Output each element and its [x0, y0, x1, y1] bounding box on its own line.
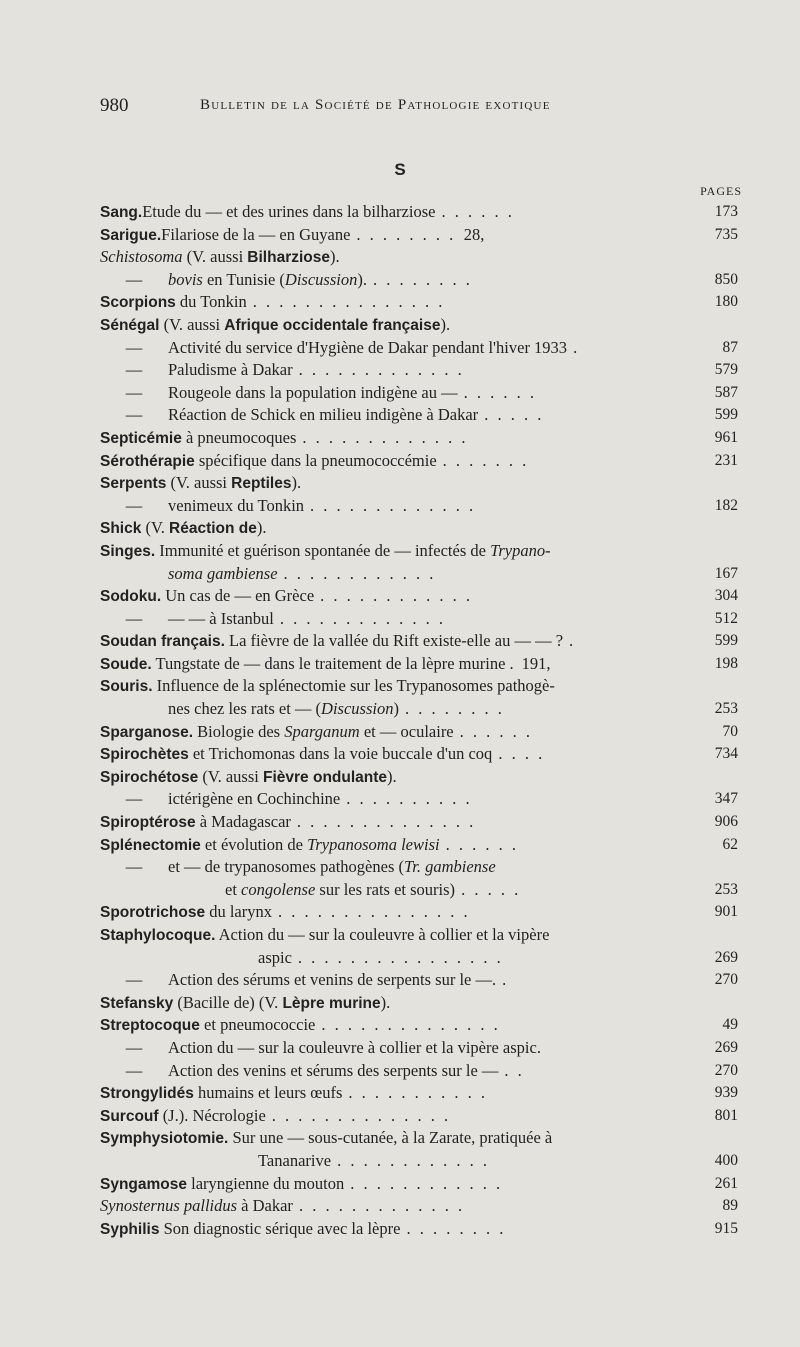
entry-description: Paludisme à Dakar: [168, 360, 293, 380]
entry-description: et Trichomonas dans la voie buccale d'un coq: [188, 744, 493, 764]
index-entry: [100, 427, 743, 450]
index-entry: [100, 450, 743, 473]
entry-italic-term: Tr. gambiense: [403, 857, 496, 877]
entry-cross-reference: Réaction de: [169, 520, 257, 538]
entry-keyword: Staphylocoque.: [100, 927, 216, 944]
ditto-dash: —: [125, 360, 143, 380]
entry-text: [100, 766, 397, 790]
index-entry: [100, 1060, 743, 1083]
entry-page-number: 579: [714, 361, 738, 379]
entry-description: à Dakar: [237, 1196, 293, 1216]
entry-page-number: 253: [714, 700, 738, 718]
ditto-dash: —: [125, 789, 143, 809]
entry-page-number: 901: [714, 903, 738, 921]
entry-text: [100, 359, 464, 382]
entry-cross-reference: Fièvre ondulante: [263, 768, 388, 786]
entry-keyword: Splénectomie: [100, 836, 201, 854]
entry-description: et évolution de: [200, 834, 308, 854]
entry-description: Réaction de Schick en milieu indigène à Dakar: [168, 405, 479, 425]
entry-text: [100, 1218, 506, 1242]
entry-page-number: 270: [714, 1061, 738, 1079]
index-entry: [100, 291, 743, 314]
leader-dots: .: [573, 337, 580, 357]
ditto-dash: —: [125, 970, 143, 990]
entry-page-number: 734: [714, 745, 738, 763]
ditto-dash: —: [125, 857, 143, 877]
entry-text: [100, 450, 529, 474]
index-entry: [100, 834, 743, 857]
entry-page-number: 62: [722, 835, 738, 853]
leader-dots: . . . . . . . . . . .: [348, 1083, 488, 1103]
index-entry: [100, 382, 743, 405]
entry-text: [100, 291, 445, 315]
entry-keyword: Spiroptérose: [100, 814, 196, 832]
leader-dots: . . . . . . . . . .: [346, 789, 473, 809]
entry-page-ref: 28,: [463, 224, 485, 244]
entry-description: Immunité et guérison spontanée de — infectés de: [155, 540, 491, 560]
leader-dots: . . . . . . . . . . . . .: [310, 495, 476, 515]
entry-page-number: 512: [714, 609, 738, 627]
entry-description: Filariose de la — en Guyane: [161, 224, 351, 244]
entry-description: laryngienne du mouton: [187, 1173, 345, 1193]
entry-keyword: Spirochètes: [100, 746, 189, 764]
entry-keyword: Sodoku.: [100, 588, 162, 606]
entry-text: [225, 879, 521, 902]
entry-description: (J.). Nécrologie: [158, 1105, 266, 1125]
entry-description: Rougeole dans la population indigène au —: [168, 382, 458, 402]
entry-text: [100, 517, 267, 541]
leader-dots: . .: [504, 1060, 525, 1080]
leader-dots: . . . . . . . .: [356, 224, 456, 244]
leader-dots: . . . . . . . .: [372, 269, 473, 289]
entry-description: (V.: [141, 518, 170, 538]
index-entry: [100, 1218, 743, 1241]
running-head: [100, 95, 660, 125]
entry-description-end: ).: [440, 314, 451, 334]
entry-description: (Bacille de) (V.: [173, 992, 283, 1012]
entry-keyword: Sang.: [100, 204, 143, 221]
index-entry: [100, 224, 743, 247]
entry-text: [100, 811, 476, 835]
entry-description-end: ).: [291, 473, 302, 493]
index-entry: [100, 969, 743, 992]
leader-dots: . . . . . . . . . . . .: [350, 1173, 503, 1193]
entry-page-number: 915: [714, 1219, 738, 1237]
leader-dots: . . . . . . . . . . . .: [320, 586, 473, 606]
index-entry: [100, 856, 743, 879]
entry-text: [168, 563, 436, 586]
entry-description: Action des sérums et venins de serpents sur le —.: [168, 970, 497, 990]
entry-text: [100, 630, 576, 654]
entry-cross-reference: Lèpre murine: [282, 994, 381, 1012]
entry-page-number: 400: [714, 1151, 738, 1169]
entry-cross-reference: Reptiles: [231, 475, 292, 493]
entry-page-ref: 191,: [521, 653, 551, 673]
leader-dots: . . . . . . .: [442, 450, 529, 470]
entry-page-number: 906: [714, 813, 738, 831]
entry-keyword: Syphilis: [100, 1220, 160, 1238]
index-entry: [100, 924, 743, 947]
entry-keyword: Symphysiotomie.: [100, 1130, 229, 1148]
entry-text: [100, 721, 533, 745]
leader-dots: . . . . . . . . . . . . . . .: [252, 292, 445, 312]
entry-text: [100, 1195, 465, 1218]
entry-keyword: Strongylidés: [100, 1085, 194, 1103]
ditto-dash: —: [125, 1060, 143, 1080]
entry-keyword: Sénégal: [100, 316, 160, 334]
index-entry: [100, 337, 743, 360]
entry-text: [100, 427, 468, 451]
index-entry: [100, 495, 743, 518]
entry-keyword: Syngamose: [100, 1175, 188, 1193]
index-entry: [100, 472, 743, 495]
index-entry: [100, 1105, 743, 1128]
page-number: 980: [100, 95, 129, 116]
entry-description: Action des venins et sérums des serpents sur le —: [168, 1060, 499, 1080]
ditto-dash: —: [125, 405, 143, 425]
entry-italic-term: congolense: [241, 879, 316, 899]
leader-dots: . . . . . . . .: [406, 1218, 506, 1238]
entry-text: [100, 1105, 451, 1129]
index-entries: [100, 201, 743, 1240]
entry-page-number: 198: [714, 654, 738, 672]
entry-description: (V. aussi: [159, 314, 225, 334]
entry-keyword: Soudan français.: [100, 633, 225, 651]
entry-text: [258, 1150, 489, 1173]
entry-italic-term: Discussion: [284, 269, 358, 289]
leader-dots: . . . .: [498, 744, 545, 764]
entry-keyword: Souris.: [100, 678, 153, 696]
index-entry: [100, 246, 743, 269]
entry-text: [100, 608, 445, 631]
entry-page-number: 599: [714, 406, 738, 424]
entry-description: aspic: [258, 947, 292, 967]
leader-dots: . . . . . . . .: [404, 699, 505, 719]
index-entry: [100, 201, 743, 224]
index-entry: [100, 879, 743, 902]
entry-text: [100, 1173, 503, 1197]
index-entry: [100, 1014, 743, 1037]
entry-italic-term: Trypanosoma lewisi: [307, 834, 440, 854]
entry-page-number: 89: [722, 1197, 738, 1215]
entry-italic-term: Trypano-: [490, 540, 551, 560]
entry-description-end: ): [393, 699, 399, 719]
entry-keyword: Spirochétose: [100, 768, 199, 786]
index-entry: [100, 540, 743, 563]
index-entry: [100, 608, 743, 631]
leader-dots: . . . . . . . . . . . . . . .: [277, 902, 471, 922]
entry-page-number: 70: [722, 722, 738, 740]
leader-dots: . . . . . . . . . . . . .: [302, 427, 469, 447]
index-entry: [100, 404, 743, 427]
entry-text: [100, 246, 340, 270]
entry-page-number: 347: [714, 790, 738, 808]
entry-page-number: 304: [714, 587, 738, 605]
entry-description: Influence de la splénectomie sur les Trypanosomes pathogè-: [152, 676, 555, 696]
leader-dots: . . . . . . . . . . . . .: [298, 360, 465, 380]
entry-text: [100, 992, 390, 1016]
entry-description: nes chez les rats et — (: [168, 699, 322, 719]
index-entry: [100, 992, 743, 1015]
entry-italic-term: Synosternus pallidus: [100, 1196, 238, 1216]
entry-page-number: 939: [714, 1084, 738, 1102]
entry-description: Biologie des: [193, 721, 285, 741]
entry-italic-term: Discussion: [321, 699, 394, 719]
entry-page-number: 87: [722, 338, 738, 356]
entry-text: [100, 201, 514, 225]
index-entry: [100, 563, 743, 586]
entry-text: [100, 653, 551, 677]
entry-description: La fièvre de la vallée du Rift existe-elle au — — ?: [224, 631, 564, 651]
leader-dots: . . . . . . . . . . . . .: [298, 1196, 465, 1216]
entry-keyword: Sporotrichose: [100, 904, 206, 922]
entry-text: [100, 901, 470, 925]
index-entry: [100, 788, 743, 811]
index-entry: [100, 585, 743, 608]
section-letter: S: [394, 160, 406, 179]
entry-page-number: 735: [714, 225, 738, 243]
index-entry: [100, 630, 743, 653]
index-entry: [100, 653, 743, 676]
entry-page-number: 269: [714, 1038, 738, 1056]
entry-text: [100, 969, 509, 992]
index-entry: [100, 811, 743, 834]
entry-text: [100, 834, 518, 858]
entry-description-end: ).: [387, 766, 397, 786]
ditto-dash: —: [125, 1037, 143, 1057]
entry-page-number: 270: [714, 971, 738, 989]
entry-page-number: 167: [714, 564, 738, 582]
entry-description: Un cas de — en Grèce: [161, 586, 315, 606]
entry-description: Action du — sur la couleuvre à collier et la vipère aspic.: [168, 1037, 541, 1057]
ditto-dash: —: [125, 495, 143, 515]
index-entry: [100, 517, 743, 540]
entry-description: (V. aussi: [182, 247, 248, 267]
entry-cross-reference: Afrique occidentale française: [224, 316, 441, 334]
index-entry: [100, 766, 743, 789]
entry-description: et: [225, 879, 242, 899]
entry-keyword: Septicémie: [100, 429, 182, 447]
leader-dots: . . . . . . . . . . . . . . . .: [297, 947, 504, 967]
entry-page-number: 599: [714, 632, 738, 650]
ditto-dash: —: [125, 269, 143, 289]
index-entry: [100, 314, 743, 337]
index-entry: [100, 1195, 743, 1218]
entry-text: [100, 856, 496, 879]
entry-page-number: 801: [714, 1106, 738, 1124]
entry-page-number: 261: [714, 1174, 738, 1192]
entry-keyword: Stefansky: [100, 994, 174, 1012]
entry-description-end: ).: [330, 247, 340, 267]
entry-page-number: 253: [714, 880, 738, 898]
leader-dots: . . . . . .: [441, 202, 515, 221]
index-entry: [100, 1150, 743, 1173]
entry-text: [100, 495, 476, 518]
entry-keyword: Shick: [100, 520, 142, 538]
entry-italic-term: Schistosoma: [100, 247, 183, 267]
entry-keyword: Sérothérapie: [100, 452, 195, 470]
leader-dots: .: [502, 970, 509, 990]
entry-page-number: 231: [714, 451, 738, 469]
entry-text: [100, 585, 473, 609]
journal-title: Bulletin de la Société de Pathologie exotique: [200, 97, 551, 113]
entry-keyword: Singes.: [100, 542, 156, 560]
entry-text: [100, 382, 536, 405]
entry-description: Action du — sur la couleuvre à collier et la vipère: [215, 925, 550, 944]
entry-description: à pneumocoques: [181, 427, 297, 447]
entry-keyword: Scorpions: [100, 294, 176, 312]
entry-text: [100, 1082, 488, 1106]
entry-text: [100, 675, 555, 699]
index-entry: [100, 698, 743, 721]
entry-page-number: 182: [714, 496, 738, 514]
entry-text: [100, 743, 545, 767]
entry-italic-term: soma gambiense: [168, 563, 278, 583]
entry-description: Tananarive: [258, 1150, 332, 1170]
entry-description: Activité du service d'Hygiène de Dakar pendant l'hiver 1933: [168, 337, 568, 357]
leader-dots: . . . . .: [461, 879, 521, 899]
entry-page-number: 269: [714, 948, 738, 966]
leader-dots: . . . . . . . . . . . .: [337, 1150, 490, 1170]
entry-text: [100, 1060, 524, 1083]
entry-description: Son diagnostic sérique avec la lèpre: [159, 1218, 401, 1238]
leader-dots: . . . . . . . . . . . .: [283, 563, 436, 583]
entry-text: [100, 788, 472, 811]
entry-description: Sur une — sous-cutanée, à la Zarate, pratiquée à: [228, 1128, 553, 1148]
entry-description: en Tunisie (: [202, 269, 285, 289]
entry-text: [100, 924, 549, 948]
entry-description: et pneumococcie: [199, 1015, 316, 1035]
index-entry: [100, 359, 743, 382]
pages-column-label: PAGES: [700, 184, 742, 198]
index-entry: [100, 721, 743, 744]
entry-text: [100, 1127, 552, 1151]
entry-keyword: Sarigue.: [100, 226, 162, 244]
entry-text: [100, 404, 544, 427]
entry-text: [100, 224, 484, 248]
entry-description-end: ).: [256, 518, 267, 538]
entry-description: ictérigène en Cochinchine: [168, 789, 341, 809]
entry-description: — — à Istanbul: [168, 608, 274, 628]
entry-text: [168, 698, 504, 721]
entry-text: [100, 540, 551, 564]
index-entry: [100, 743, 743, 766]
leader-dots: . . . . . .: [463, 382, 537, 402]
leader-dots: . . . . . . . . . . . . .: [279, 608, 446, 628]
index-entry: [100, 269, 743, 292]
entry-page-number: 49: [722, 1016, 738, 1034]
entry-keyword: Surcouf: [100, 1107, 159, 1125]
index-entry: [100, 1037, 743, 1060]
entry-text: [100, 1037, 541, 1060]
entry-description: Etude du — et des urines dans la bilharziose: [142, 202, 436, 221]
ditto-dash: —: [125, 337, 143, 357]
entry-description-end: ).: [357, 269, 367, 289]
leader-dots: . . . . . . . . . . . . . .: [296, 812, 476, 832]
entry-cross-reference: Bilharziose: [247, 249, 330, 267]
entry-description-end: ).: [380, 992, 391, 1012]
entry-description: à Madagascar: [195, 812, 291, 832]
entry-text: [100, 472, 301, 496]
entry-description: (V. aussi: [166, 473, 232, 493]
entry-description: du Tonkin: [175, 292, 247, 312]
entry-description: (V. aussi: [198, 766, 263, 786]
ditto-dash: —: [125, 382, 143, 402]
entry-description: et — de trypanosomes pathogènes (: [168, 857, 404, 877]
entry-page-number: 587: [714, 383, 738, 401]
entry-italic-term: Sparganum: [284, 721, 360, 741]
entry-description-end: et — oculaire: [359, 721, 454, 741]
entry-page-number: 173: [714, 203, 738, 220]
leader-dots: . . . . . . . . . . . . . .: [321, 1015, 501, 1035]
entry-description-end: sur les rats et souris): [315, 879, 456, 899]
entry-description: venimeux du Tonkin: [168, 495, 305, 515]
index-entry: [100, 675, 743, 698]
entry-keyword: Serpents: [100, 475, 167, 493]
entry-description: du larynx: [205, 902, 272, 922]
entry-text: [258, 947, 503, 970]
entry-page-number: 180: [714, 293, 738, 311]
index-entry: [100, 901, 743, 924]
entry-italic-term: bovis: [168, 269, 203, 289]
entry-text: [100, 337, 580, 360]
entry-description: Tungstate de — dans le traitement de la lèpre murine .: [151, 653, 514, 673]
entry-keyword: Streptocoque: [100, 1017, 200, 1035]
leader-dots: .: [569, 631, 576, 651]
leader-dots: . . . . . . . . . . . . . .: [271, 1105, 451, 1125]
index-entry: [100, 947, 743, 970]
entry-page-number: 850: [714, 270, 738, 288]
entry-keyword: Sparganose.: [100, 723, 194, 741]
index-entry: [100, 1082, 743, 1105]
entry-description: spécifique dans la pneumococcémie: [194, 450, 437, 470]
entry-description: humains et leurs œufs: [193, 1083, 343, 1103]
entry-text: [100, 1014, 500, 1038]
index-entry: [100, 1127, 743, 1150]
entry-text: [100, 269, 472, 292]
entry-keyword: Soude.: [100, 655, 152, 673]
index-entry: [100, 1173, 743, 1196]
leader-dots: . . . . . .: [445, 834, 519, 854]
entry-text: [100, 314, 450, 338]
entry-page-number: 961: [714, 428, 738, 446]
leader-dots: . . . . . .: [459, 721, 533, 741]
leader-dots: . . . . .: [484, 405, 544, 425]
ditto-dash: —: [125, 608, 143, 628]
